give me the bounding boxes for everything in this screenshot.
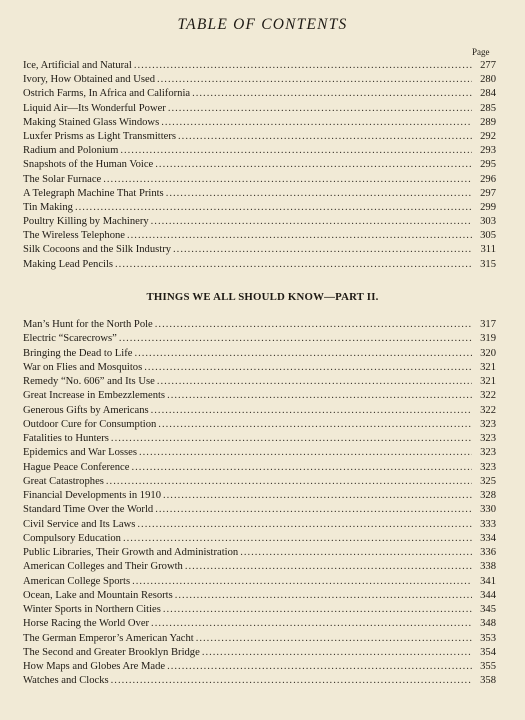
dot-leader: [192, 87, 472, 101]
toc-entry-page-number: 319: [480, 333, 496, 345]
toc-entry: [23, 446, 496, 460]
toc-entry-title: Generous Gifts by Americans: [23, 404, 149, 416]
toc-entry-page-number: 355: [480, 661, 496, 672]
dot-leader: [168, 102, 472, 116]
toc-entry: [23, 361, 496, 375]
toc-entry: [23, 187, 496, 201]
dot-leader: [161, 116, 472, 130]
toc-entry: [23, 432, 496, 446]
toc-entry: [23, 144, 496, 158]
dot-leader: [163, 603, 472, 617]
toc-list-part2: [23, 318, 496, 689]
toc-entry: [23, 660, 496, 674]
toc-entry: [23, 589, 496, 603]
toc-entry-page-number: 322: [480, 390, 496, 402]
toc-entry-page-number: 277: [480, 60, 496, 71]
toc-entry: [23, 389, 496, 403]
dot-leader: [134, 347, 472, 361]
section-heading: THINGS WE ALL SHOULD KNOW—PART II.: [146, 291, 379, 303]
toc-entry-page-number: 299: [480, 201, 496, 213]
toc-entry-title: Winter Sports in Northern Cities: [23, 604, 161, 615]
dot-leader: [196, 632, 472, 646]
toc-entry-title: The Solar Furnace: [23, 173, 102, 185]
dot-leader: [103, 173, 472, 187]
toc-entry: [23, 518, 496, 532]
toc-entry-page-number: 323: [480, 433, 496, 444]
toc-entry-title: Making Stained Glass Windows: [23, 116, 160, 128]
toc-entry: [23, 201, 496, 215]
toc-entry: [23, 475, 496, 489]
toc-entry-page-number: 297: [480, 187, 496, 199]
toc-entry: [23, 332, 496, 346]
toc-entry-page-number: 333: [480, 518, 496, 530]
toc-entry-title: Fatalities to Hunters: [23, 433, 109, 444]
toc-entry-page-number: 305: [480, 230, 496, 242]
dot-leader: [178, 130, 472, 144]
dot-leader: [157, 375, 472, 389]
toc-entry-title: Hague Peace Conference: [23, 461, 130, 473]
toc-entry-page-number: 345: [480, 604, 496, 615]
toc-entry-title: Liquid Air—Its Wonderful Power: [23, 102, 166, 114]
toc-entry-title: Making Lead Pencils: [23, 258, 114, 270]
dot-leader: [167, 389, 472, 403]
dot-leader: [175, 589, 472, 603]
toc-entry-title: Poultry Killing by Machinery: [23, 216, 149, 228]
toc-entry: [23, 318, 496, 332]
dot-leader: [173, 243, 472, 257]
dot-leader: [123, 532, 472, 546]
toc-entry: [23, 418, 496, 432]
toc-entry-page-number: 322: [480, 404, 496, 416]
toc-entry-page-number: 336: [480, 547, 496, 558]
toc-entry-page-number: 338: [480, 561, 496, 573]
toc-entry: [23, 603, 496, 617]
toc-entry: [23, 404, 496, 418]
dot-leader: [111, 674, 472, 688]
toc-entry-page-number: 348: [480, 618, 496, 630]
toc-entry: [23, 489, 496, 503]
toc-entry-title: Silk Cocoons and the Silk Industry: [23, 244, 172, 256]
toc-entry: [23, 116, 496, 130]
toc-entry-title: Great Increase in Embezzlements: [23, 390, 166, 402]
dot-leader: [75, 201, 472, 215]
toc-entry-page-number: 315: [480, 258, 496, 270]
toc-entry: [23, 617, 496, 631]
toc-entry-page-number: 323: [480, 418, 496, 430]
toc-entry: [23, 632, 496, 646]
toc-entry: [23, 173, 496, 187]
dot-leader: [111, 432, 472, 446]
toc-entry-page-number: 321: [480, 361, 496, 373]
dot-leader: [202, 646, 472, 660]
toc-entry-page-number: 330: [480, 504, 496, 516]
toc-entry-title: American Colleges and Their Growth: [23, 561, 183, 573]
toc-entry: [23, 347, 496, 361]
toc-entry-title: War on Flies and Mosquitos: [23, 361, 143, 373]
dot-leader: [166, 187, 472, 201]
dot-leader: [155, 158, 472, 172]
dot-leader: [144, 361, 472, 375]
toc-entry-page-number: 293: [480, 145, 496, 157]
toc-entry-title: Great Catastrophes: [23, 475, 104, 487]
dot-leader: [167, 660, 472, 674]
toc-entry-title: Remedy “No. 606” and Its Use: [23, 376, 155, 387]
toc-entry: [23, 646, 496, 660]
toc-entry: [23, 73, 496, 87]
toc-entry-page-number: 289: [480, 116, 496, 128]
toc-entry-page-number: 334: [480, 532, 496, 544]
dot-leader: [151, 215, 472, 229]
toc-entry-page-number: 321: [480, 376, 496, 387]
toc-entry-title: Civil Service and Its Laws: [23, 518, 136, 530]
dot-leader: [240, 546, 472, 560]
page-title: TABLE OF CONTENTS: [177, 16, 348, 33]
dot-leader: [151, 617, 472, 631]
toc-entry-page-number: 341: [480, 575, 496, 587]
dot-leader: [132, 575, 472, 589]
dot-leader: [115, 258, 472, 272]
toc-entry: [23, 87, 496, 101]
toc-entry-title: Horse Racing the World Over: [23, 618, 150, 630]
toc-entry-page-number: 320: [480, 347, 496, 359]
toc-entry: [23, 461, 496, 475]
toc-entry-page-number: 328: [480, 490, 496, 501]
toc-entry-page-number: 285: [480, 102, 496, 114]
toc-entry: [23, 560, 496, 574]
toc-entry-page-number: 344: [480, 589, 496, 601]
toc-entry: [23, 130, 496, 144]
toc-entry: [23, 546, 496, 560]
toc-entry-title: Public Libraries, Their Growth and Administration: [23, 547, 239, 558]
toc-entry: [23, 215, 496, 229]
toc-entry-page-number: 295: [480, 159, 496, 171]
toc-entry-title: Financial Developments in 1910: [23, 490, 161, 501]
toc-entry-title: Ice, Artificial and Natural: [23, 60, 132, 71]
toc-entry-page-number: 323: [480, 461, 496, 473]
dot-leader: [155, 318, 472, 332]
page-column-label: Page: [472, 47, 490, 57]
dot-leader: [139, 446, 472, 460]
dot-leader: [137, 518, 472, 532]
dot-leader: [185, 560, 472, 574]
toc-entry-title: Compulsory Education: [23, 532, 121, 544]
toc-entry: [23, 102, 496, 116]
toc-entry: [23, 375, 496, 389]
toc-entry-page-number: 296: [480, 173, 496, 185]
toc-entry-title: Radium and Polonium: [23, 145, 119, 157]
toc-entry-page-number: 325: [480, 475, 496, 487]
toc-entry: [23, 59, 496, 73]
dot-leader: [158, 418, 472, 432]
toc-entry-title: Electric “Scarecrows”: [23, 333, 117, 345]
dot-leader: [119, 332, 472, 346]
toc-entry-title: Snapshots of the Human Voice: [23, 159, 154, 171]
toc-entry-title: Ostrich Farms, In Africa and California: [23, 88, 191, 100]
toc-entry: [23, 575, 496, 589]
toc-entry: [23, 243, 496, 257]
toc-entry-title: The Wireless Telephone: [23, 230, 125, 242]
dot-leader: [127, 229, 472, 243]
toc-entry-title: Luxfer Prisms as Light Transmitters: [23, 130, 177, 142]
toc-entry-page-number: 280: [480, 74, 496, 86]
toc-entry-page-number: 323: [480, 447, 496, 459]
toc-entry-title: American College Sports: [23, 575, 131, 587]
toc-entry-title: Man’s Hunt for the North Pole: [23, 319, 153, 330]
toc-entry-title: A Telegraph Machine That Prints: [23, 187, 164, 199]
toc-entry: [23, 158, 496, 172]
toc-entry: [23, 258, 496, 272]
toc-entry-title: The Second and Greater Brooklyn Bridge: [23, 646, 200, 658]
toc-entry-title: Bringing the Dead to Life: [23, 347, 133, 359]
dot-leader: [157, 73, 472, 87]
toc-entry-page-number: 303: [480, 216, 496, 228]
toc-entry-title: How Maps and Globes Are Made: [23, 661, 166, 672]
toc-entry-title: Ivory, How Obtained and Used: [23, 74, 155, 86]
dot-leader: [134, 59, 472, 73]
dot-leader: [131, 461, 472, 475]
toc-entry-title: Outdoor Cure for Consumption: [23, 418, 157, 430]
toc-entry-page-number: 317: [480, 319, 496, 330]
toc-entry-title: Standard Time Over the World: [23, 504, 154, 516]
toc-entry-title: Epidemics and War Losses: [23, 447, 137, 459]
toc-entry-page-number: 358: [480, 675, 496, 687]
toc-entry-page-number: 292: [480, 130, 496, 142]
dot-leader: [151, 404, 472, 418]
dot-leader: [106, 475, 472, 489]
toc-entry-page-number: 284: [480, 88, 496, 100]
toc-entry: [23, 674, 496, 688]
dot-leader: [155, 503, 472, 517]
toc-list-part1: [23, 59, 496, 272]
toc-entry: [23, 229, 496, 243]
toc-entry-page-number: 311: [480, 244, 496, 256]
toc-entry: [23, 503, 496, 517]
dot-leader: [120, 144, 472, 158]
toc-entry: [23, 532, 496, 546]
toc-entry-title: Tin Making: [23, 201, 73, 213]
toc-entry-title: The German Emperor’s American Yacht: [23, 632, 194, 644]
dot-leader: [163, 489, 472, 503]
toc-entry-title: Ocean, Lake and Mountain Resorts: [23, 589, 173, 601]
toc-entry-page-number: 354: [480, 646, 496, 658]
toc-entry-title: Watches and Clocks: [23, 675, 109, 687]
toc-entry-page-number: 353: [480, 632, 496, 644]
